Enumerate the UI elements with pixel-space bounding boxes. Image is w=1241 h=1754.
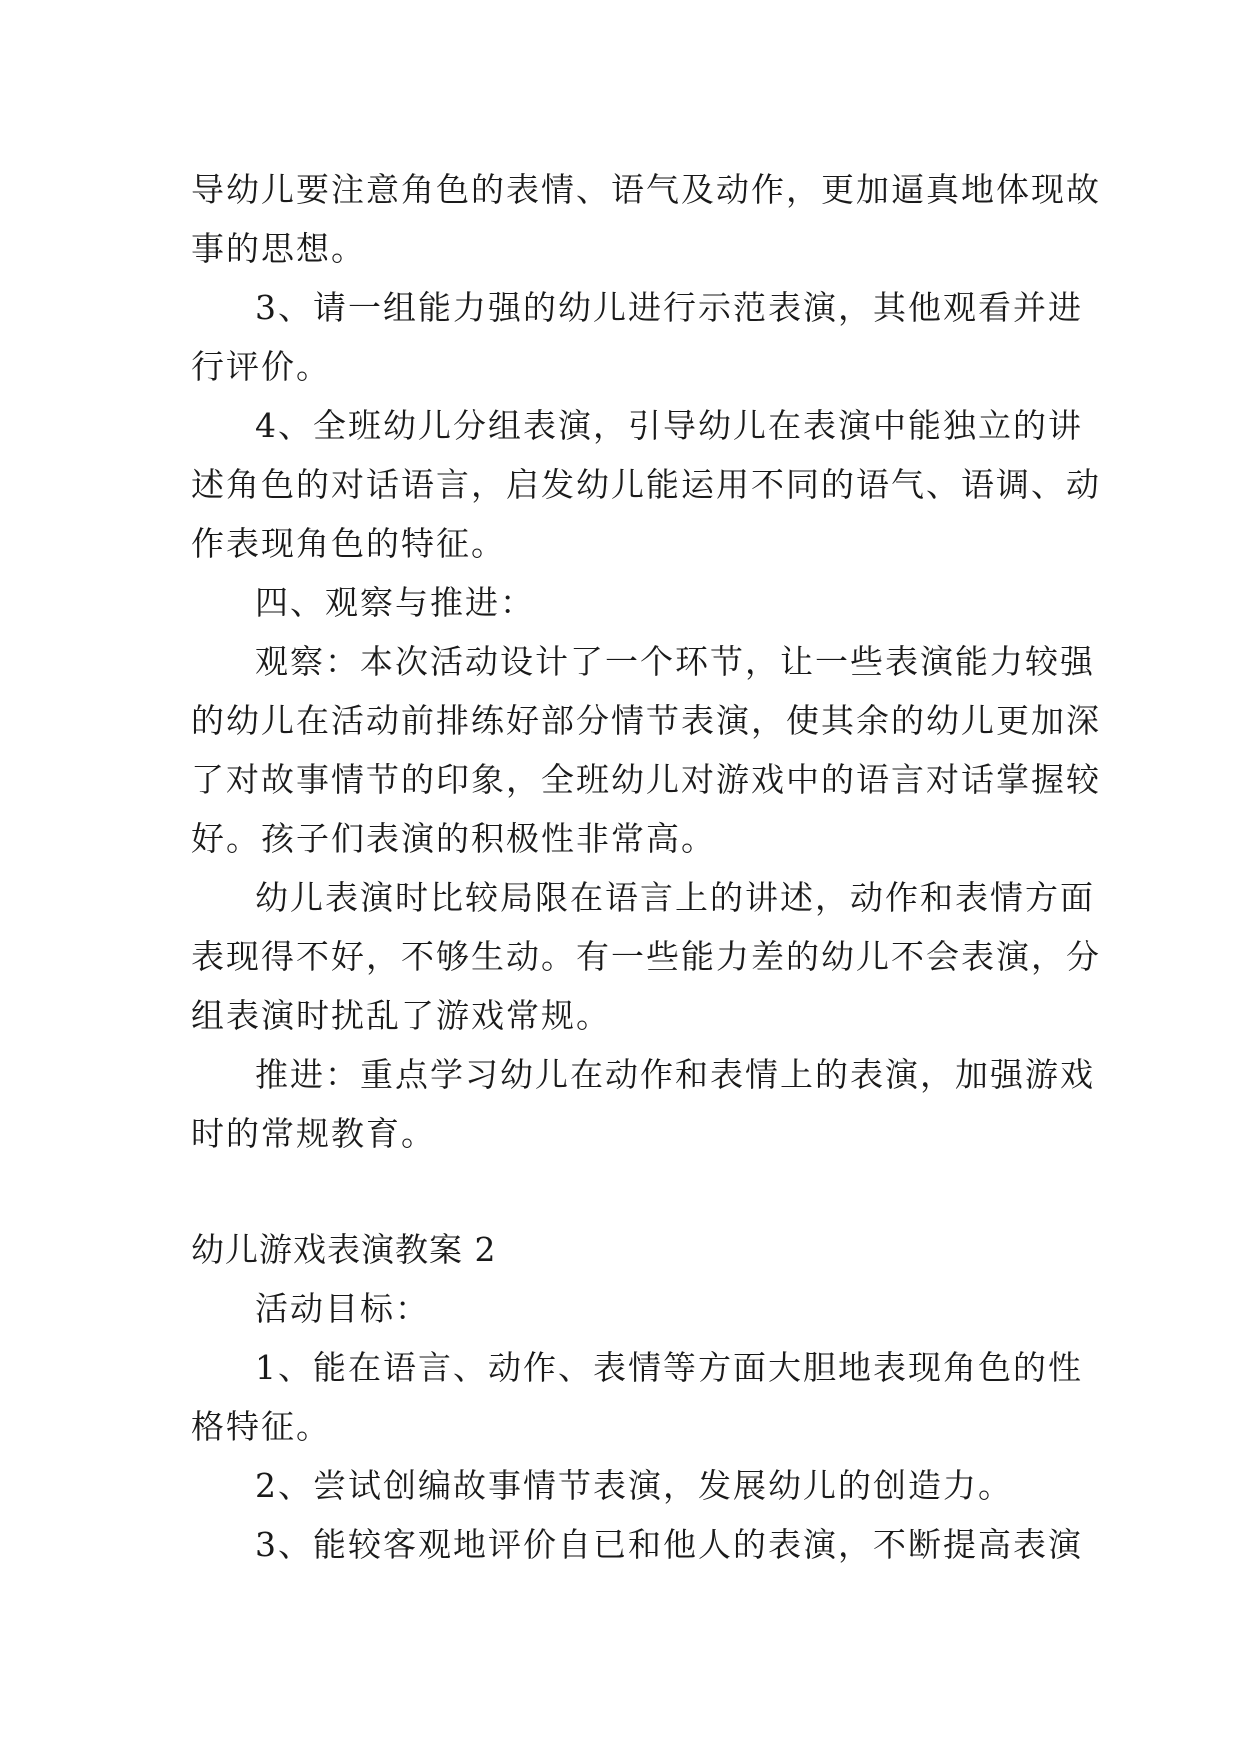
text-line: 观察：本次活动设计了一个环节，让一些表演能力较强 [255,642,1095,681]
text-line: 表现得不好，不够生动。有一些能力差的幼儿不会表演，分 [191,937,1101,976]
text-line: 幼儿表演时比较局限在语言上的讲述，动作和表情方面 [255,878,1095,917]
text-line: 4、全班幼儿分组表演，引导幼儿在表演中能独立的讲 [255,406,1083,445]
goals-heading: 活动目标： [255,1289,430,1328]
text-line: 了对故事情节的印象，全班幼儿对游戏中的语言对话掌握较 [191,760,1101,799]
text-line: 时的常规教育。 [191,1114,436,1153]
lesson-plan-title: 幼儿游戏表演教案 2 [191,1230,497,1269]
paragraph-continued [191,160,1101,278]
text-line: 格特征。 [191,1407,331,1446]
section-heading-observe: 四、观察与推进： [255,583,535,622]
document-page [191,160,1101,1574]
text-line: 好。孩子们表演的积极性非常高。 [191,819,716,858]
paragraph-observation [191,632,1101,868]
text-line: 3、请一组能力强的幼儿进行示范表演，其他观看并进 [255,288,1083,327]
text-line: 组表演时扰乱了游戏常规。 [191,996,611,1035]
paragraph-goal-2: 2、尝试创编故事情节表演，发展幼儿的创造力。 [255,1466,1013,1505]
paragraph-step-4 [191,396,1101,573]
text-line: 导幼儿要注意角色的表情、语气及动作，更加逼真地体现故 [191,170,1101,209]
paragraph-goal-3: 3、能较客观地评价自已和他人的表演，不断提高表演 [255,1525,1083,1564]
text-line: 事的思想。 [191,229,366,268]
text-line: 作表现角色的特征。 [191,524,506,563]
paragraph-step-3 [191,278,1083,396]
paragraph-issues [191,868,1101,1045]
text-line: 推进：重点学习幼儿在动作和表情上的表演，加强游戏 [255,1055,1095,1094]
paragraph-advance [191,1045,1095,1163]
text-line: 述角色的对话语言，启发幼儿能运用不同的语气、语调、动 [191,465,1101,504]
text-line: 的幼儿在活动前排练好部分情节表演，使其余的幼儿更加深 [191,701,1101,740]
text-line: 行评价。 [191,347,331,386]
paragraph-goal-1 [191,1338,1083,1456]
text-line: 1、能在语言、动作、表情等方面大胆地表现角色的性 [255,1348,1083,1387]
